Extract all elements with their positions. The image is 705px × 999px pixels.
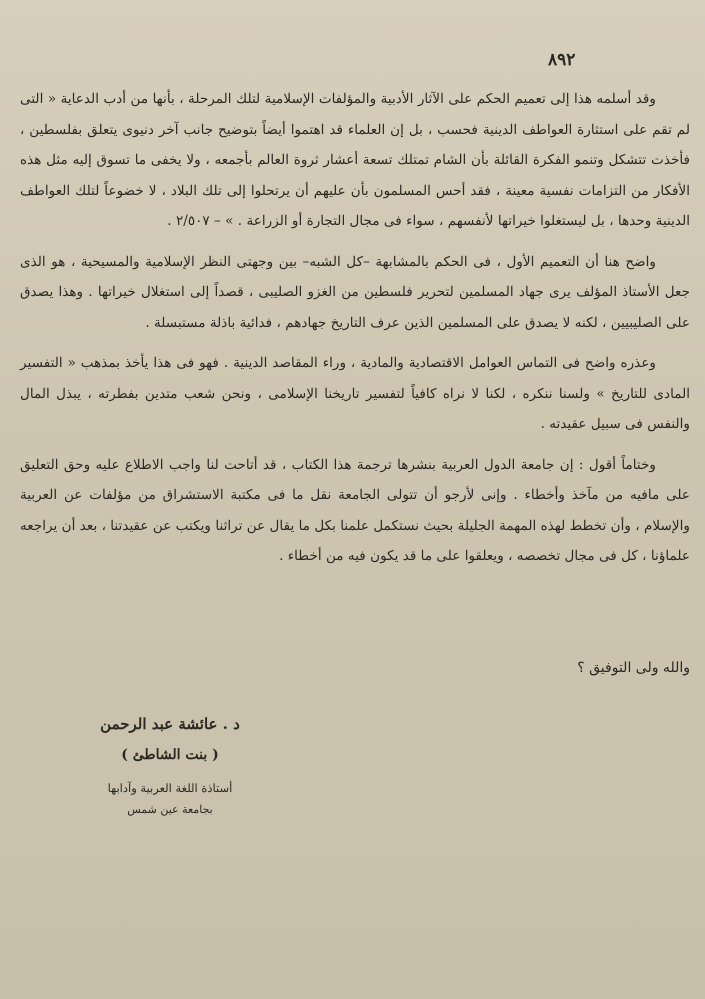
page-number: ٨٩٢: [548, 50, 576, 70]
paragraph-2: واضح هنا أن التعميم الأول ، فى الحكم بالمشابهة –كل الشبه– بين وجهتى النظر الإسلامية والمسيحية ، هو الذى جعل الأستاذ المؤلف يرى جهاد المسلمين لتحرير فلسطين من الغزو الصليبى ، قصداً إلى استغلال خيراتها . وهذا يصدق على الصليبيين ، لكنه لا يصدق على المسلمين الذين عرف التاريخ جهادهم ، فدائية باذلة مستبسلة .: [20, 253, 690, 331]
closing-line: والله ولى التوفيق ؟: [577, 660, 690, 676]
author-title: أستاذة اللغة العربية وآدابها: [107, 781, 233, 795]
paragraph-4: وختاماً أقول : إن جامعة الدول العربية بنشرها ترجمة هذا الكتاب ، قد أتاحت لنا واجب الاطلاع عليه وحق التعليق على مافيه من مآخذ وأخطاء . وإنى لأرجو أن تتولى الجامعة نقل ما فى مكتبة الاستشراق من مؤلفات عن العربية والإسلام ، وأن تخطط لهذه المهمة الجليلة بحيث نستكمل علمنا بكل ما يقال عن تراثنا ويكتب عن عقيدتنا ، بعد أن يراجعه علماؤنا ، كل فى مجال تخصصه ، ويعلقوا على ما قد يكون فيه من أخطاء .: [20, 456, 690, 564]
paragraph-3: وعذره واضح فى التماس العوامل الاقتصادية والمادية ، وراء المقاصد الدينية . فهو فى هذا يأخذ بمذهب « التفسير المادى للتاريخ » ولسنا ننكره ، لكنا لا نراه كافياً لتفسير تاريخنا الإسلامى ، ونحن شعب متدين بفطرته ، يبذل المال والنفس فى سبيل عقيدته .: [20, 355, 690, 432]
author-alias: ( بنت الشاطئ ): [121, 747, 219, 763]
signature-block: [70, 715, 270, 816]
author-name: د . عائشة عبد الرحمن: [100, 715, 240, 733]
author-university: بجامعة عين شمس: [127, 803, 213, 816]
paragraph-1: وقد أسلمه هذا إلى تعميم الحكم على الآثار الأدبية والمؤلفات الإسلامية لتلك المرحلة ، بأنها من أدب الدعاية « التى لم تقم على استثارة العواطف الدينية فحسب ، بل إن العلماء قد اهتموا أيضاً بتوضيح جانب آخر دنيوى يتعلق بفلسطين ، فأخذت تتشكل وتنمو الفكرة القائلة بأن الشام تمتلك تسعة أعشار ثروة العالم بأجمعه ، ولا يخفى ما تسوق إليه مثل هذه الأفكار من التزامات نفسية معينة ، فقد أحس المسلمون بأن عليهم أن يرتحلوا إلى تلك البلاد ، لا خضوعاً لتلك العواطف الدينية وحدها ، بل ليستغلوا خيراتها لأنفسهم ، سواء فى مجال التجارة أو الزراعة . » – ٢/٥٠٧ .: [20, 91, 690, 229]
article-body: [20, 84, 690, 582]
